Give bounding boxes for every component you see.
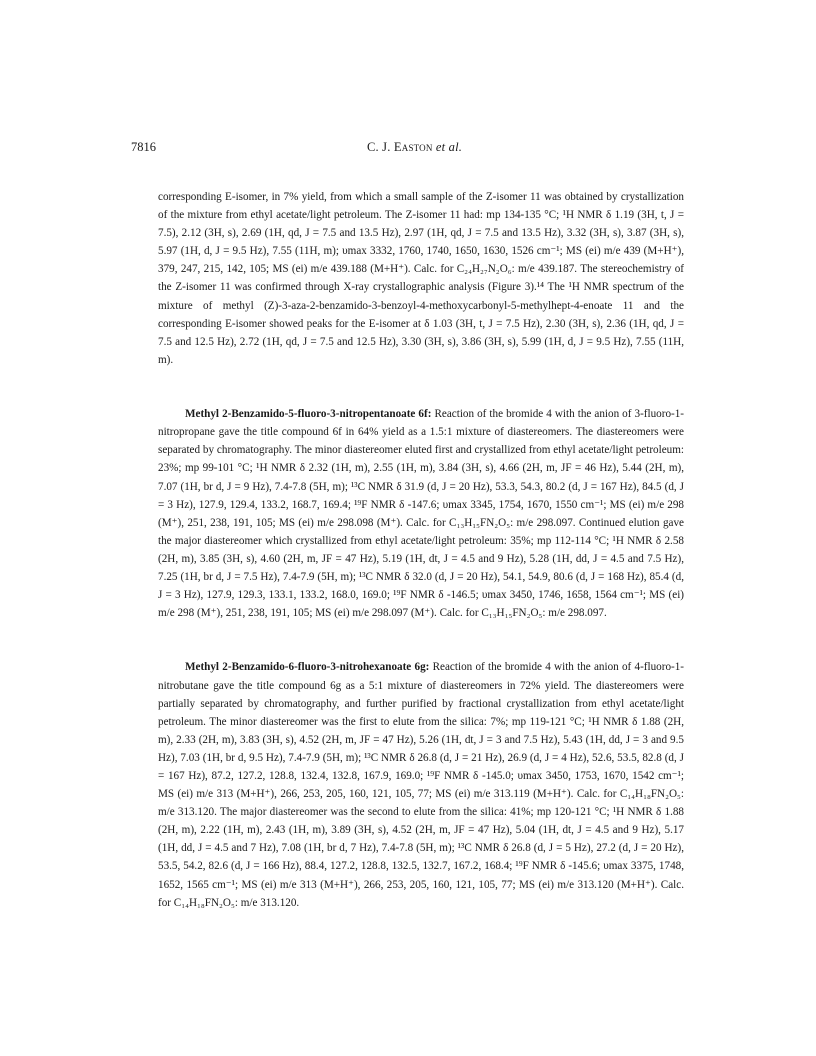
paragraph-spacer	[158, 369, 684, 405]
paragraph-compound-6f	[158, 405, 684, 622]
paragraph-text: Reaction of the bromide 4 with the anion of 4-fluoro-1-nitrobutane gave the title compound 6g as a 5:1 mixture of diastereomers in 72% yield. The diastereomers were partially separated by chromatography, and further purified by fractional crystallization from ethyl acetate/light petroleum. The minor diastereomer was the first to elute from the silica: 7%; mp 119-121 °C; ¹H NMR δ 1.88 (2H, m), 2.33 (2H, m), 3.83 (3H, s), 4.52 (2H, m, JF = 47 Hz), 5.26 (1H, dt, J = 3 and 7.5 Hz), 5.43 (1H, dd, J = 3 and 9.5 Hz), 7.03 (1H, br d, 9.5 Hz), 7.4-7.9 (5H, m); ¹³C NMR δ 26.8 (d, J = 21 Hz), 26.9 (d, J = 4 Hz), 52.6, 53.5, 82.8 (d, J = 167 Hz), 87.2, 127.2, 128.8, 132.4, 132.8, 167.9, 169.0; ¹⁹F NMR δ -145.0; υmax 3450, 1753, 1670, 1542 cm⁻¹; MS (ei) m/e 313 (M+H⁺), 266, 253, 205, 160, 121, 105, 77; MS (ei) m/e 313.119 (M+H⁺). Calc. for C₁₄H₁₈FN₂O₅: m/e 313.120. The major diastereomer was the second to elute from the silica: 41%; mp 120-121 °C; ¹H NMR δ 1.88 (2H, m), 2.22 (1H, m), 2.43 (1H, m), 3.89 (3H, s), 4.52 (2H, m, JF = 47 Hz), 5.04 (1H, dt, J = 4.5 and 9 Hz), 5.17 (1H, dd, J = 4.5 and 7 Hz), 7.08 (1H, br d, 7 Hz), 7.4-7.8 (5H, m); ¹³C NMR δ 26.8 (d, J = 5 Hz), 27.2 (d, J = 20 Hz), 53.5, 54.2, 82.6 (d, J = 166 Hz), 88.4, 127.2, 128.8, 132.5, 132.7, 167.2, 168.4; ¹⁹F NMR δ -145.6; υmax 3375, 1748, 1652, 1565 cm⁻¹; MS (ei) m/e 313 (M+H⁺), 266, 253, 205, 160, 121, 105, 77; MS (ei) m/e 313.120 (M+H⁺). Calc. for C₁₄H₁₈FN₂O₅: m/e 313.120.	[158, 661, 684, 909]
page-number: 7816	[131, 140, 156, 154]
paragraph-isomer-11	[158, 188, 684, 369]
paragraph-spacer	[158, 622, 684, 658]
paragraph-text: Reaction of the bromide 4 with the anion of 3-fluoro-1-nitropropane gave the title compound 6f in 64% yield as a 1.5:1 mixture of diastereomers. The diastereomers were separated by chromatography. The minor diastereomer eluted first and crystallized from ethyl acetate/light petroleum: 23%; mp 99-101 °C; ¹H NMR δ 2.32 (1H, m), 2.55 (1H, m), 3.84 (3H, s), 4.66 (2H, m, JF = 46 Hz), 5.44 (2H, m), 7.07 (1H, br d, J = 9 Hz), 7.4-7.8 (5H, m); ¹³C NMR δ 31.9 (d, J = 20 Hz), 53.3, 54.3, 80.2 (d, J = 167 Hz), 84.5 (d, J = 3 Hz), 127.9, 129.4, 133.2, 168.7, 169.4; ¹⁹F NMR δ -147.6; υmax 3345, 1754, 1670, 1550 cm⁻¹; MS (ei) m/e 298 (M⁺), 251, 238, 191, 105; MS (ei) m/e 298.098 (M⁺). Calc. for C₁₃H₁₅FN₂O₅: m/e 298.097. Continued elution gave the major diastereomer which crystallized from ethyl acetate/light petroleum: 35%; mp 112-114 °C; ¹H NMR δ 2.58 (2H, m), 3.85 (3H, s), 4.60 (2H, m, JF = 47 Hz), 5.19 (1H, dt, J = 4.5 and 9 Hz), 5.28 (1H, dd, J = 4.5 and 7.5 Hz), 7.25 (1H, br d, J = 7.5 Hz), 7.4-7.9 (5H, m); ¹³C NMR δ 32.0 (d, J = 20 Hz), 54.1, 54.9, 80.6 (d, J = 168 Hz), 85.4 (d, J = 3 Hz), 127.9, 129.3, 133.1, 133.2, 168.0, 169.0; ¹⁹F NMR δ -146.5; υmax 3450, 1746, 1658, 1564 cm⁻¹; MS (ei) m/e 298 (M⁺), 251, 238, 191, 105; MS (ei) m/e 298.097 (M⁺). Calc. for C₁₃H₁₅FN₂O₅: m/e 298.097.	[158, 408, 685, 620]
running-head-author: Easton	[393, 140, 433, 154]
paragraph-text: corresponding E-isomer, in 7% yield, from which a small sample of the Z-isomer 11 was obtained by crystallization of the mixture from ethyl acetate/light petroleum. The Z-isomer 11 had: mp 134-135 °C; ¹H NMR δ 1.19 (3H, t, J = 7.5), 2.12 (3H, s), 2.69 (1H, qd, J = 7.5 and 13.5 Hz), 2.97 (1H, qd, J = 7.5 and 13.5 Hz), 3.32 (3H, s), 3.87 (3H, s), 5.97 (1H, d, J = 9.5 Hz), 7.55 (11H, m); υmax 3332, 1760, 1740, 1650, 1630, 1526 cm⁻¹; MS (ei) m/e 439 (M+H⁺), 379, 247, 215, 142, 105; MS (ei) m/e 439.188 (M+H⁺). Calc. for C₂₄H₂₇N₂O₆: m/e 439.187. The stereochemistry of the Z-isomer 11 was confirmed through X-ray crystallographic analysis (Figure 3).¹⁴ The ¹H NMR spectrum of the mixture of methyl (Z)-3-aza-2-benzamido-3-benzoyl-4-methoxycarbonyl-5-methylhept-4-enoate 11 and the corresponding E-isomer showed peaks for the E-isomer at δ 1.03 (3H, t, J = 7.5 Hz), 2.30 (3H, s), 2.36 (1H, qd, J = 7.5 and 12.5 Hz), 2.72 (1H, qd, J = 7.5 and 12.5 Hz), 3.30 (3H, s), 3.86 (3H, s), 5.99 (1H, d, J = 9.5 Hz), 7.55 (11H, m).	[158, 191, 684, 366]
running-head	[367, 140, 462, 155]
page-header	[0, 140, 816, 156]
compound-heading: Methyl 2-Benzamido-5-fluoro-3-nitropentanoate 6f:	[185, 408, 432, 421]
paragraph-compound-6g	[158, 658, 684, 911]
running-head-suffix: et al.	[432, 140, 463, 154]
compound-heading: Methyl 2-Benzamido-6-fluoro-3-nitrohexanoate 6g:	[185, 661, 430, 674]
article-body	[158, 188, 684, 912]
running-head-prefix: C. J.	[367, 140, 394, 154]
